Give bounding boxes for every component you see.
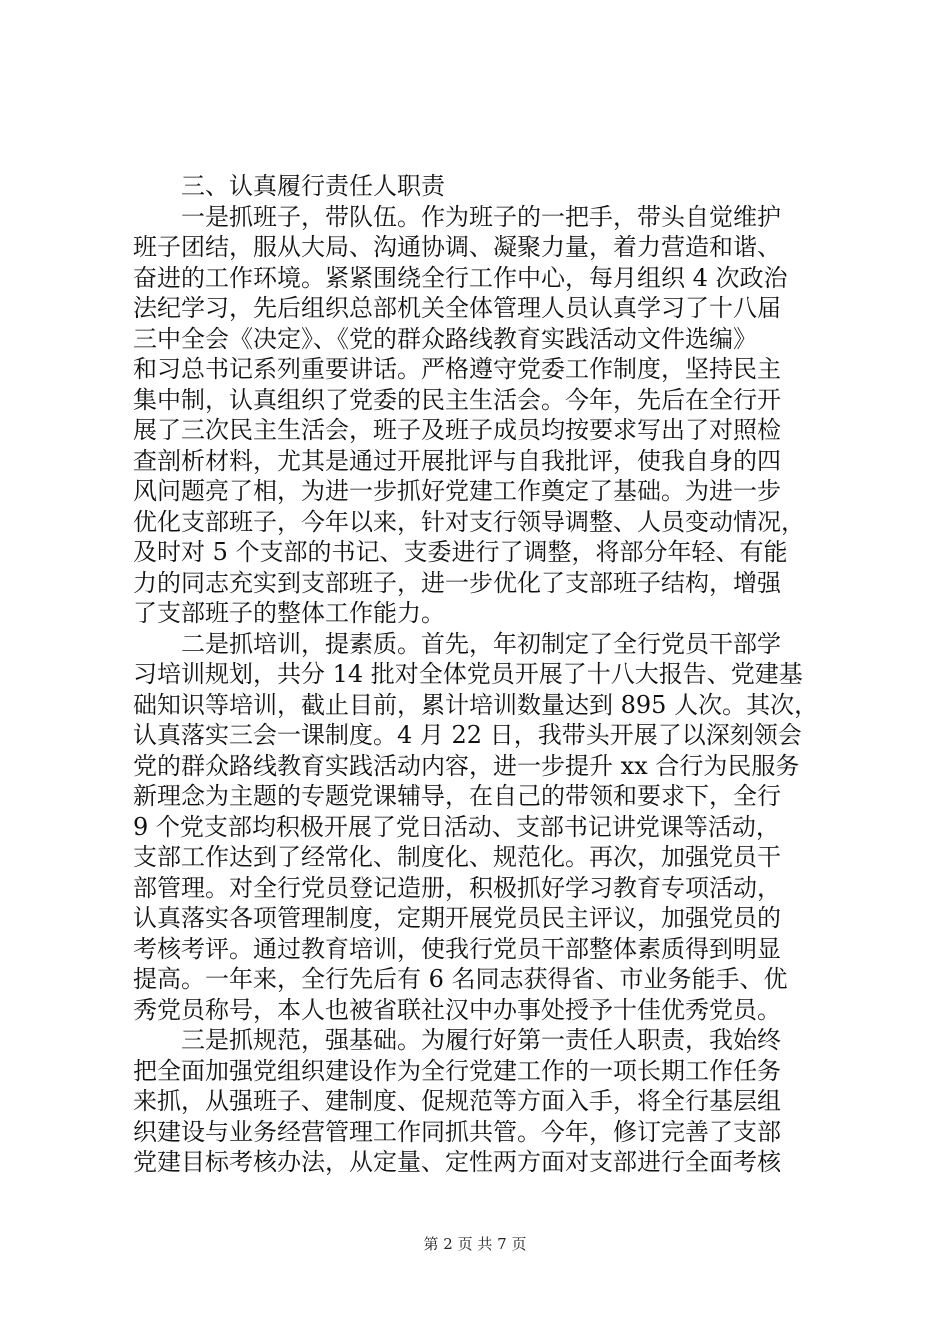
text-line: 党的群众路线教育实践活动内容，进一步提升 xx 合行为民服务 bbox=[133, 751, 800, 780]
text-line: 二是抓培训，提素质。首先，年初制定了全行党员干部学 bbox=[181, 629, 781, 658]
text-line: 力的同志充实到支部班子，进一步优化了支部班子结构，增强 bbox=[133, 568, 781, 597]
text-line: 提高。一年来，全行先后有 6 名同志获得省、市业务能手、优 bbox=[133, 965, 788, 993]
text-line: 部管理。对全行党员登记造册，积极抓好学习教育专项活动， bbox=[133, 873, 781, 902]
text-line: 查剖析材料，尤其是通过开展批评与自我批评，使我自身的四 bbox=[133, 446, 781, 475]
text-line: 了支部班子的整体工作能力。 bbox=[133, 599, 445, 627]
text-line: 支部工作达到了经常化、制度化、规范化。再次，加强党员干 bbox=[133, 843, 781, 871]
text-line: 及时对 5 个支部的书记、支委进行了调整，将部分年轻、有能 bbox=[133, 538, 788, 566]
text-line: 法纪学习，先后组织总部机关全体管理人员认真学习了十八届 bbox=[133, 294, 781, 322]
text-line: 认真落实三会一课制度。4 月 22 日，我带头开展了以深刻领会 bbox=[133, 721, 802, 749]
page-footer: 第 2 页 共 7 页 bbox=[423, 1235, 527, 1253]
text-line: 三是抓规范，强基础。为履行好第一责任人职责，我始终 bbox=[181, 1026, 781, 1054]
text-line: 把全面加强党组织建设作为全行党建工作的一项长期工作任务 bbox=[133, 1056, 781, 1085]
text-line: 三、认真履行责任人职责 bbox=[181, 172, 445, 200]
text-line: 织建设与业务经营管理工作同抓共管。今年，修订完善了支部 bbox=[133, 1117, 781, 1146]
text-line: 集中制，认真组织了党委的民主生活会。今年，先后在全行开 bbox=[133, 385, 781, 414]
text-line: 党建目标考核办法，从定量、定性两方面对支部进行全面考核 bbox=[133, 1148, 781, 1176]
text-line: 一是抓班子，带队伍。作为班子的一把手，带头自觉维护 bbox=[181, 202, 781, 231]
text-line: 来抓，从强班子、建制度、促规范等方面入手，将全行基层组 bbox=[133, 1087, 781, 1115]
text-line: 风问题亮了相，为进一步抓好党建工作奠定了基础。为进一步 bbox=[133, 477, 781, 505]
text-line: 展了三次民主生活会，班子及班子成员均按要求写出了对照检 bbox=[133, 416, 781, 444]
document-body bbox=[133, 171, 833, 1178]
text-line: 认真落实各项管理制度，定期开展党员民主评议，加强党员的 bbox=[133, 904, 781, 932]
text-line: 班子团结，服从大局、沟通协调、凝聚力量，着力营造和谐、 bbox=[133, 233, 781, 261]
text-line: 础知识等培训，截止目前，累计培训数量达到 895 人次。其次， bbox=[133, 690, 819, 719]
text-line: 奋进的工作环境。紧紧围绕全行工作中心，每月组织 4 次政治 bbox=[133, 263, 788, 292]
text-line: 优化支部班子，今年以来，针对支行领导调整、人员变动情况， bbox=[133, 507, 805, 536]
text-line: 秀党员称号，本人也被省联社汉中办事处授予十佳优秀党员。 bbox=[133, 995, 781, 1024]
text-line: 考核考评。通过教育培训，使我行党员干部整体素质得到明显 bbox=[133, 934, 781, 963]
text-line: 9 个党支部均积极开展了党日活动、支部书记讲党课等活动， bbox=[133, 812, 780, 841]
text-line: 习培训规划，共分 14 批对全体党员开展了十八大报告、党建基 bbox=[133, 660, 803, 688]
text-line: 新理念为主题的专题党课辅导，在自己的带领和要求下，全行 bbox=[133, 782, 781, 810]
text-line: 和习总书记系列重要讲话。严格遵守党委工作制度，坚持民主 bbox=[133, 355, 781, 383]
text-line: 三中全会《决定》、《党的群众路线教育实践活动文件选编》 bbox=[133, 324, 757, 353]
